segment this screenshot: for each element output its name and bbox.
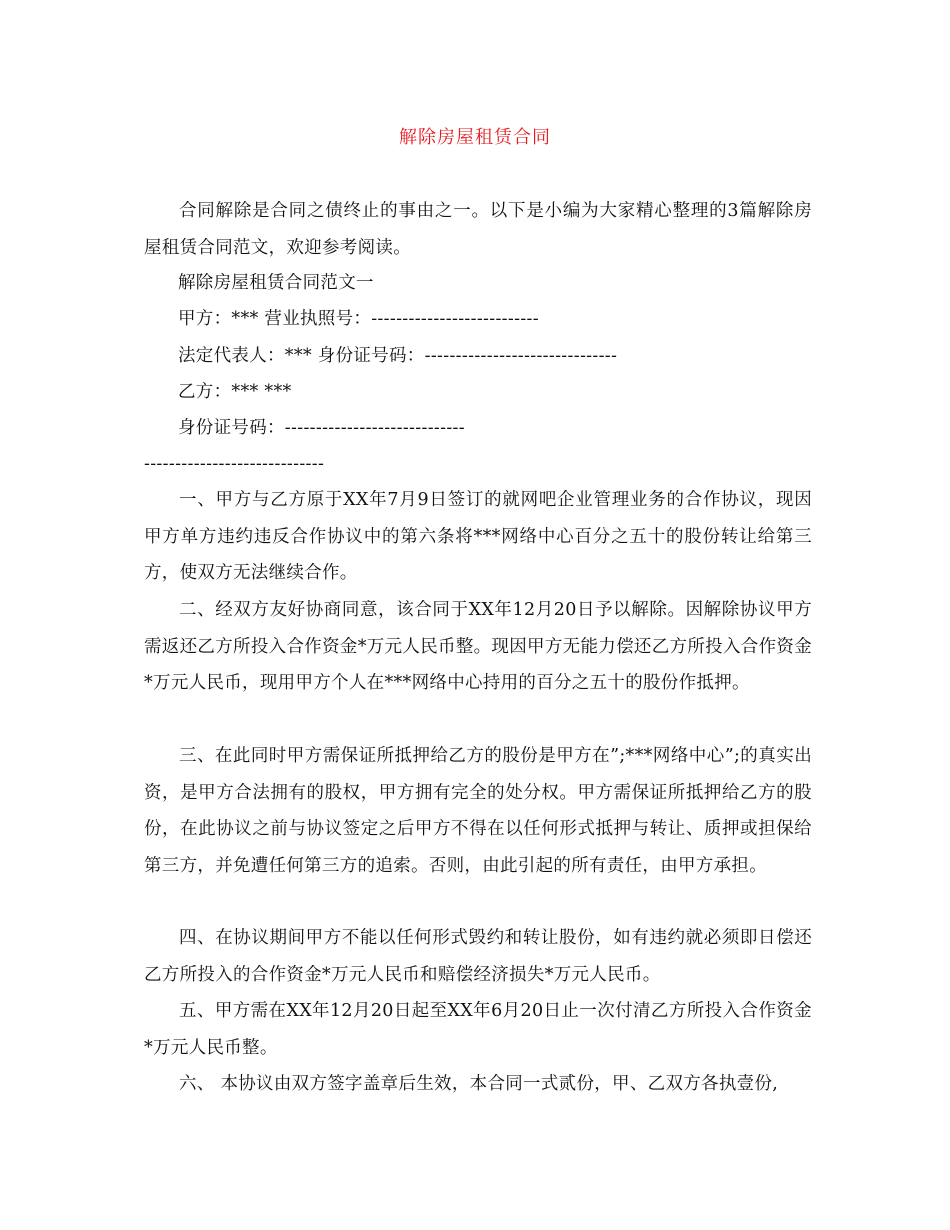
id-number-line: 身份证号码：-----------------------------: [178, 418, 465, 438]
party-a-line: 甲方：*** 营业执照号：---------------------------: [178, 309, 539, 329]
clause-2: 二、经双方友好协商同意，该合同于XX年12月20日予以解除。因解除协议甲方需返还乙方所投入合作资金*万元人民币整。现因甲方无能力偿还乙方所投入合作资金*万元人民币，现用甲方个人在***网络中心持用的百分之五十的股份作抵押。: [144, 600, 812, 693]
party-b-line: 乙方：*** ***: [178, 382, 292, 402]
document-title: 解除房屋租赁合同: [399, 127, 551, 148]
clause-6: 六、 本协议由双方签字盖章后生效，本合同一式贰份，甲、乙双方各执壹份,: [179, 1074, 779, 1094]
intro-paragraph: 合同解除是合同之债终止的事由之一。以下是小编为大家精心整理的3篇解除房屋租赁合同范文，欢迎参考阅读。: [144, 201, 812, 258]
clause-5: 五、甲方需在XX年12月20日起至XX年6月20日止一次付清乙方所投入合作资金*万元人民币整。: [144, 1001, 812, 1058]
clause-1: 一、甲方与乙方原于XX年7月9日签订的就网吧企业管理业务的合作协议，现因甲方单方违约违反合作协议中的第六条将***网络中心百分之五十的股份转让给第三方，使双方无法继续合作。: [144, 490, 812, 583]
clause-4: 四、在协议期间甲方不能以任何形式毁约和转让股份，如有违约就必须即日偿还乙方所投入的合作资金*万元人民币和赔偿经济损失*万元人民币。: [144, 928, 812, 985]
clause-3: 三、在此同时甲方需保证所抵押给乙方的股份是甲方在”;***网络中心”;的真实出资，是甲方合法拥有的股权，甲方拥有完全的处分权。甲方需保证所抵押给乙方的股份，在此协议之前与协议签定之后甲方不得在以任何形式抵押与转让、质押或担保给第三方，并免遭任何第三方的追索。否则，由此引起的所有责任，由甲方承担。: [144, 746, 812, 876]
id-number-continuation: -----------------------------: [144, 454, 325, 474]
subtitle: 解除房屋租赁合同范文一: [178, 273, 374, 293]
legal-representative-line: 法定代表人：*** 身份证号码：-------------------------------: [178, 346, 618, 366]
